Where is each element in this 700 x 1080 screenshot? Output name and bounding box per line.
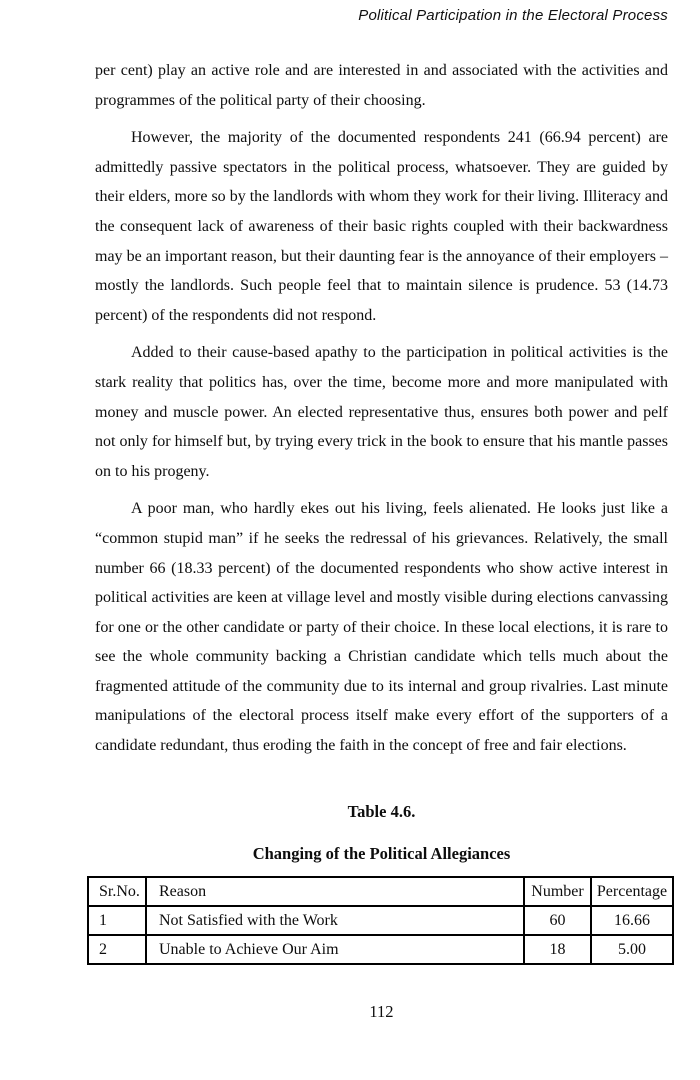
running-header: Political Participation in the Electoral Process [358, 7, 668, 24]
cell-percentage: 5.00 [591, 935, 673, 964]
cell-reason: Not Satisfied with the Work [146, 906, 524, 935]
page-number: 112 [369, 1002, 394, 1021]
cell-number: 60 [524, 906, 591, 935]
table-row [88, 935, 673, 964]
cell-percentage: 16.66 [591, 906, 673, 935]
cell-srno: 1 [88, 906, 146, 935]
cell-reason: Unable to Achieve Our Aim [146, 935, 524, 964]
page-body [95, 56, 668, 965]
allegiances-table [87, 876, 674, 965]
table-row [88, 906, 673, 935]
column-header-percentage: Percentage [591, 877, 673, 906]
column-header-reason: Reason [146, 877, 524, 906]
paragraph: A poor man, who hardly ekes out his living, feels alienated. He looks just like a “common stupid man” if he seeks the redressal of his grievances. Relatively, the small number 66 (18.33 percent) of the documented respondents who show active interest in political activities are keen at village level and mostly visible during elections canvassing for one or the other candidate or party of their choice. In these local elections, it is rare to see the whole community backing a Christian candidate which tells much about the fragmented attitude of the community due to its internal and group rivalries. Last minute manipulations of the electoral process itself make every effort of the supporters of a candidate redundant, thus eroding the faith in the concept of free and fair elections. [95, 500, 668, 755]
table-caption: Changing of the Political Allegiances [252, 843, 511, 863]
cell-number: 18 [524, 935, 591, 964]
table-title: Table 4.6. [347, 801, 416, 821]
column-header-srno: Sr.No. [88, 877, 146, 906]
paragraph-continuation: per cent) play an active role and are interested in and associated with the activities and programmes of the political party of their choosing. [95, 62, 668, 109]
table-header-row [88, 877, 673, 906]
column-header-number: Number [524, 877, 591, 906]
paragraph: Added to their cause-based apathy to the participation in political activities is the stark reality that politics has, over the time, become more and more manipulated with money and muscle power. An elected representative thus, ensures both power and pelf not only for himself but, by trying every trick in the book to ensure that his mantle passes on to his progeny. [95, 344, 668, 480]
paragraph: However, the majority of the documented respondents 241 (66.94 percent) are admittedly passive spectators in the political process, whatsoever. They are guided by their elders, more so by the landlords with whom they work for their living. Illiteracy and the consequent lack of awareness of their basic rights coupled with their backwardness may be an important reason, but their daunting fear is the annoyance of their employers – mostly the landlords. Such people feel that to maintain silence is prudence. 53 (14.73 percent) of the respondents did not respond. [95, 129, 668, 324]
cell-srno: 2 [88, 935, 146, 964]
